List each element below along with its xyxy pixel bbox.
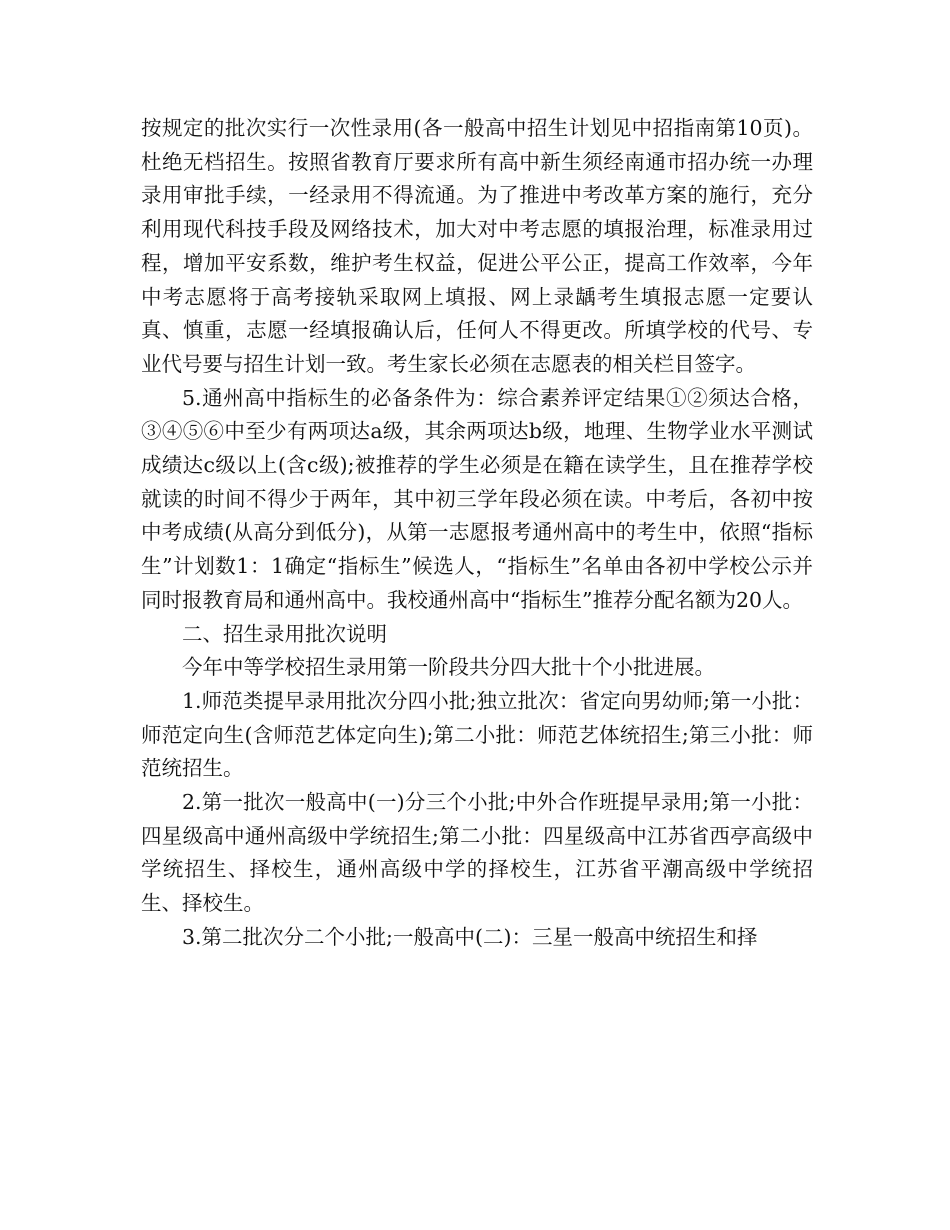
paragraph-batch-second-high-schools: 3.第二批次分二个小批;一般高中(二)：三星一般高中统招生和择 [182, 924, 758, 949]
paragraph-batch-first-high-schools: 2.第一批次一般高中(一)分三个小批;中外合作班提早录用;第一小批：四星级高中通州高级中学统招生;第二小批：四星级高中江苏省西亭高级中学统招生、择校生，通州高级中学的择校生，江苏省平潮高级中学统招生、择校生。 [141, 790, 813, 916]
paragraph-batch-overview: 今年中等学校招生录用第一阶段共分四大批十个小批进展。 [182, 655, 715, 680]
section-heading-admission-batches: 二、招生录用批次说明 [182, 621, 387, 646]
paragraph-batch-normal-schools: 1.师范类提早录用批次分四小批;独立批次：省定向男幼师;第一小批：师范定向生(含师范艺体定向生);第二小批：师范艺体统招生;第三小批：师范统招生。 [141, 688, 813, 781]
document-page [141, 112, 813, 955]
paragraph-quota-student-conditions: 5.通州高中指标生的必备条件为：综合素养评定结果①②须达合格，③④⑤⑥中至少有两项达a级，其余两项达b级，地理、生物学业水平测试成绩达c级以上(含c级);被推荐的学生必须是在籍在读学生，且在推荐学校就读的时间不得少于两年，其中初三学年段必须在读。中考后，各初中按中考成绩(从高分到低分)，从第一志愿报考通州高中的考生中，依照“指标生”计划数1：1确定“指标生”候选人，“指标生”名单由各初中学校公示并同时报教育局和通州高中。我校通州高中“指标生”推荐分配名额为20人。 [141, 385, 813, 612]
paragraph-admission-rules: 按规定的批次实行一次性录用(各一般高中招生计划见中招指南第10页)。杜绝无档招生。按照省教育厅要求所有高中新生须经南通市招办统一办理录用审批手续，一经录用不得流通。为了推进中考改革方案的施行，充分利用现代科技手段及网络技术，加大对中考志愿的填报治理，标准录用过程，增加平安系数，维护考生权益，促进公平公正，提高工作效率，今年中考志愿将于高考接轨采取网上填报、网上录龋考生填报志愿一定要认真、慎重，志愿一经填报确认后，任何人不得更改。所填学校的代号、专业代号要与招生计划一致。考生家长必须在志愿表的相关栏目签字。 [141, 116, 813, 376]
